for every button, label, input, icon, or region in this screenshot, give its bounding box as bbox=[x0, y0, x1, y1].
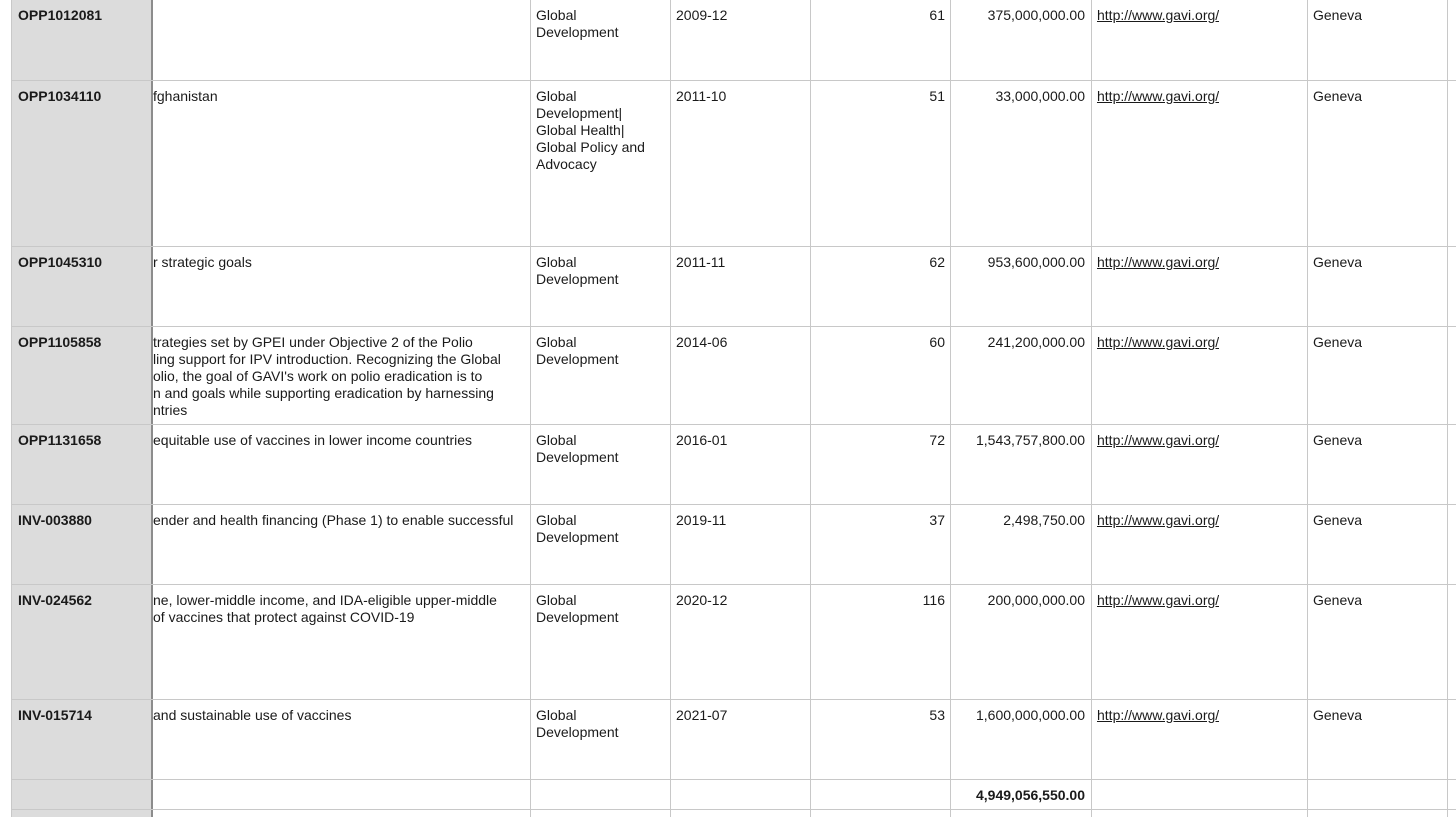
cell-date[interactable]: 2009-12 bbox=[676, 7, 728, 23]
cell-duration[interactable]: 37 bbox=[929, 512, 945, 528]
cell-grant-id[interactable]: OPP1045310 bbox=[18, 254, 103, 270]
cell-city[interactable]: Geneva bbox=[1313, 88, 1363, 104]
cell-duration[interactable]: 51 bbox=[929, 88, 945, 104]
cell-duration[interactable]: 72 bbox=[929, 432, 945, 448]
cell-grant-id[interactable]: INV-024562 bbox=[18, 592, 92, 608]
column-divider bbox=[1091, 0, 1092, 817]
cell-total-amount[interactable]: 4,949,056,550.00 bbox=[976, 787, 1085, 803]
cell-duration[interactable]: 62 bbox=[929, 254, 945, 270]
cell-url-link[interactable]: http://www.gavi.org/ bbox=[1097, 334, 1220, 350]
cell-grant-id[interactable]: OPP1105858 bbox=[18, 334, 102, 350]
cell-city[interactable]: Geneva bbox=[1313, 254, 1363, 270]
cell-city[interactable]: Geneva bbox=[1313, 592, 1363, 608]
cell-url-link[interactable]: http://www.gavi.org/ bbox=[1097, 7, 1220, 23]
column-divider bbox=[950, 0, 951, 817]
column-divider bbox=[670, 0, 671, 817]
column-divider bbox=[1307, 0, 1308, 817]
cell-url-link[interactable]: http://www.gavi.org/ bbox=[1097, 254, 1220, 270]
row-header-gutter bbox=[0, 0, 12, 817]
cell-date[interactable]: 2021-07 bbox=[676, 707, 728, 723]
row-divider bbox=[12, 779, 1456, 780]
cell-url-link[interactable]: http://www.gavi.org/ bbox=[1097, 88, 1220, 104]
cell-topic[interactable]: Global Development bbox=[536, 707, 619, 740]
row-divider bbox=[12, 809, 1456, 810]
cell-amount[interactable]: 375,000,000.00 bbox=[987, 7, 1085, 23]
cell-purpose[interactable]: fghanistan bbox=[153, 88, 218, 104]
column-divider bbox=[530, 0, 531, 817]
cell-purpose[interactable]: and sustainable use of vaccines bbox=[153, 707, 352, 723]
cell-purpose[interactable]: trategies set by GPEI under Objective 2 of the Polio ling support for IPV introduction. Recognizing the Global olio, the goal of GAVI's work on polio eradication is to n and goals while supporting eradication by harnessing ntries bbox=[153, 334, 501, 418]
row-divider bbox=[12, 80, 1456, 81]
column-divider bbox=[1447, 0, 1448, 817]
cell-grant-id[interactable]: INV-015714 bbox=[18, 707, 92, 723]
cell-date[interactable]: 2011-10 bbox=[676, 88, 727, 104]
cell-city[interactable]: Geneva bbox=[1313, 334, 1363, 350]
cell-amount[interactable]: 2,498,750.00 bbox=[1003, 512, 1085, 528]
frozen-id-column bbox=[12, 0, 151, 817]
cell-city[interactable]: Geneva bbox=[1313, 512, 1363, 528]
cell-duration[interactable]: 61 bbox=[929, 7, 945, 23]
cell-date[interactable]: 2011-11 bbox=[676, 254, 726, 270]
cell-topic[interactable]: Global Development| Global Health| Global Policy and Advocacy bbox=[536, 88, 645, 172]
cell-topic[interactable]: Global Development bbox=[536, 592, 619, 625]
cell-topic[interactable]: Global Development bbox=[536, 7, 619, 40]
cell-purpose[interactable]: equitable use of vaccines in lower income countries bbox=[153, 432, 473, 448]
cell-url-link[interactable]: http://www.gavi.org/ bbox=[1097, 512, 1220, 528]
cell-purpose[interactable]: ne, lower-middle income, and IDA-eligible upper-middle of vaccines that protect against COVID-19 bbox=[153, 592, 497, 625]
cell-duration[interactable]: 60 bbox=[929, 334, 945, 350]
cell-topic[interactable]: Global Development bbox=[536, 254, 619, 287]
cell-date[interactable]: 2014-06 bbox=[676, 334, 728, 350]
cell-date[interactable]: 2020-12 bbox=[676, 592, 728, 608]
cell-grant-id[interactable]: OPP1012081 bbox=[18, 7, 103, 23]
cell-city[interactable]: Geneva bbox=[1313, 707, 1363, 723]
cell-amount[interactable]: 953,600,000.00 bbox=[987, 254, 1085, 270]
cell-city[interactable]: Geneva bbox=[1313, 432, 1363, 448]
cell-grant-id[interactable]: OPP1131658 bbox=[18, 432, 102, 448]
cell-date[interactable]: 2019-11 bbox=[676, 512, 727, 528]
row-divider bbox=[12, 504, 1456, 505]
cell-topic[interactable]: Global Development bbox=[536, 512, 619, 545]
cell-duration[interactable]: 53 bbox=[929, 707, 945, 723]
column-divider bbox=[810, 0, 811, 817]
cell-grant-id[interactable]: INV-003880 bbox=[18, 512, 92, 528]
cell-topic[interactable]: Global Development bbox=[536, 432, 619, 465]
cell-url-link[interactable]: http://www.gavi.org/ bbox=[1097, 432, 1220, 448]
row-divider bbox=[12, 424, 1456, 425]
cell-grant-id[interactable]: OPP1034110 bbox=[18, 88, 102, 104]
cell-purpose[interactable]: r strategic goals bbox=[153, 254, 252, 270]
cell-url-link[interactable]: http://www.gavi.org/ bbox=[1097, 592, 1220, 608]
cell-purpose[interactable]: ender and health financing (Phase 1) to enable successful bbox=[153, 512, 514, 528]
cell-amount[interactable]: 1,600,000,000.00 bbox=[976, 707, 1085, 723]
cell-duration[interactable]: 116 bbox=[922, 592, 945, 608]
cell-amount[interactable]: 241,200,000.00 bbox=[987, 334, 1085, 350]
row-divider bbox=[12, 246, 1456, 247]
row-divider bbox=[12, 699, 1456, 700]
cell-city[interactable]: Geneva bbox=[1313, 7, 1363, 23]
cell-amount[interactable]: 200,000,000.00 bbox=[987, 592, 1085, 608]
cell-topic[interactable]: Global Development bbox=[536, 334, 619, 367]
cell-amount[interactable]: 1,543,757,800.00 bbox=[976, 432, 1085, 448]
row-divider bbox=[12, 584, 1456, 585]
row-divider bbox=[12, 326, 1456, 327]
cell-amount[interactable]: 33,000,000.00 bbox=[995, 88, 1085, 104]
cell-date[interactable]: 2016-01 bbox=[676, 432, 728, 448]
cell-url-link[interactable]: http://www.gavi.org/ bbox=[1097, 707, 1220, 723]
